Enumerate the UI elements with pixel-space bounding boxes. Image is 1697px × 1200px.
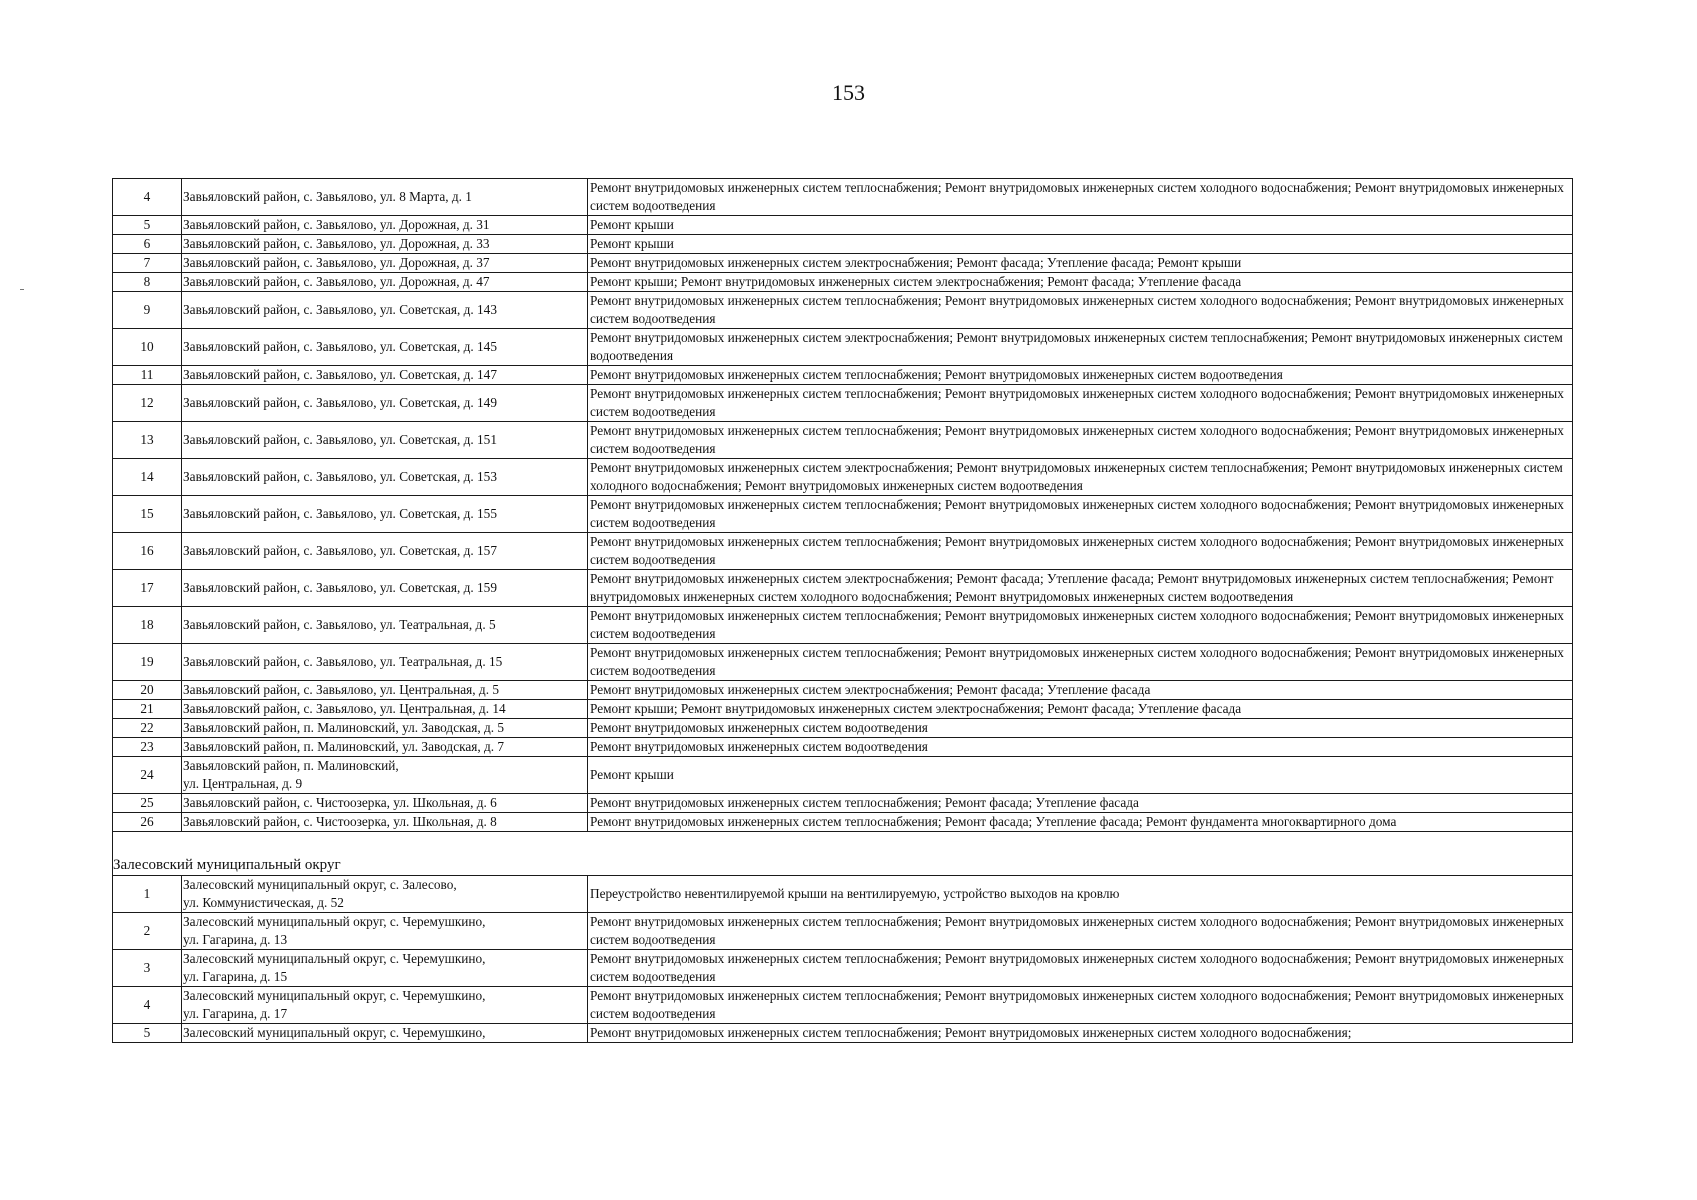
table-row — [113, 757, 1573, 794]
works-cell: Ремонт внутридомовых инженерных систем теплоснабжения; Ремонт внутридомовых инженерных систем холодного водоснабжения; Ремонт внутридомовых инженерных систем водоотведения — [588, 950, 1573, 987]
table-row — [113, 422, 1573, 459]
repair-schedule-table — [112, 178, 1573, 1043]
works-cell: Ремонт внутридомовых инженерных систем теплоснабжения; Ремонт внутридомовых инженерных систем холодного водоснабжения; Ремонт внутридомовых инженерных систем водоотведения — [588, 644, 1573, 681]
address-cell: Завьяловский район, п. Малиновский, ул. Заводская, д. 5 — [182, 719, 588, 738]
table-row — [113, 1024, 1573, 1043]
row-number: 22 — [113, 719, 182, 738]
section-title: Залесовский муниципальный округ — [113, 832, 1573, 876]
address-cell — [182, 987, 588, 1024]
address-line: ул. Коммунистическая, д. 52 — [183, 895, 344, 910]
row-number: 2 — [113, 913, 182, 950]
works-cell: Ремонт внутридомовых инженерных систем электроснабжения; Ремонт внутридомовых инженерных систем теплоснабжения; Ремонт внутридомовых инженерных систем холодного водоснабжения; Ремонт внутридомовых инженерных систем водоотведения — [588, 459, 1573, 496]
works-cell: Ремонт крыши; Ремонт внутридомовых инженерных систем электроснабжения; Ремонт фасада; Утепление фасада — [588, 273, 1573, 292]
table-row — [113, 496, 1573, 533]
row-number: 20 — [113, 681, 182, 700]
table-row — [113, 681, 1573, 700]
address-cell: Завьяловский район, с. Завьялово, ул. Советская, д. 143 — [182, 292, 588, 329]
table-row — [113, 179, 1573, 216]
address-cell: Завьяловский район, с. Завьялово, ул. Центральная, д. 5 — [182, 681, 588, 700]
table-row — [113, 950, 1573, 987]
works-cell: Ремонт внутридомовых инженерных систем электроснабжения; Ремонт фасада; Утепление фасада; Ремонт внутридомовых инженерных систем теплоснабжения; Ремонт внутридомовых инженерных систем холодного водоснабжения; Ремонт внутридомовых инженерных систем водоотведения — [588, 570, 1573, 607]
address-cell: Завьяловский район, с. Завьялово, ул. Советская, д. 147 — [182, 366, 588, 385]
row-number: 1 — [113, 876, 182, 913]
works-cell: Ремонт внутридомовых инженерных систем водоотведения — [588, 738, 1573, 757]
row-number: 15 — [113, 496, 182, 533]
address-cell: Завьяловский район, с. Завьялово, ул. Дорожная, д. 31 — [182, 216, 588, 235]
address-cell — [182, 950, 588, 987]
address-cell — [182, 757, 588, 794]
works-cell: Ремонт крыши — [588, 757, 1573, 794]
page-number: 153 — [832, 80, 865, 105]
works-cell: Ремонт крыши; Ремонт внутридомовых инженерных систем электроснабжения; Ремонт фасада; Утепление фасада — [588, 700, 1573, 719]
works-cell: Переустройство невентилируемой крыши на вентилируемую, устройство выходов на кровлю — [588, 876, 1573, 913]
table-row — [113, 254, 1573, 273]
works-cell: Ремонт крыши — [588, 216, 1573, 235]
address-line: ул. Гагарина, д. 17 — [183, 1006, 288, 1021]
table-row — [113, 216, 1573, 235]
address-cell: Завьяловский район, с. Завьялово, ул. Дорожная, д. 37 — [182, 254, 588, 273]
row-number: 7 — [113, 254, 182, 273]
address-cell: Завьяловский район, с. Завьялово, ул. Советская, д. 159 — [182, 570, 588, 607]
works-cell: Ремонт внутридомовых инженерных систем теплоснабжения; Ремонт фасада; Утепление фасада; Ремонт фундамента многоквартирного дома — [588, 813, 1573, 832]
works-cell: Ремонт внутридомовых инженерных систем электроснабжения; Ремонт фасада; Утепление фасада — [588, 681, 1573, 700]
row-number: 4 — [113, 987, 182, 1024]
table-row — [113, 366, 1573, 385]
address-line: ул. Гагарина, д. 13 — [183, 932, 288, 947]
table-row — [113, 385, 1573, 422]
row-number: 4 — [113, 179, 182, 216]
row-number: 11 — [113, 366, 182, 385]
table-row — [113, 273, 1573, 292]
works-cell: Ремонт внутридомовых инженерных систем теплоснабжения; Ремонт внутридомовых инженерных систем холодного водоснабжения; Ремонт внутридомовых инженерных систем водоотведения — [588, 496, 1573, 533]
works-cell: Ремонт внутридомовых инженерных систем теплоснабжения; Ремонт внутридомовых инженерных систем водоотведения — [588, 366, 1573, 385]
table-row — [113, 700, 1573, 719]
works-cell: Ремонт внутридомовых инженерных систем теплоснабжения; Ремонт внутридомовых инженерных систем холодного водоснабжения; Ремонт внутридомовых инженерных систем водоотведения — [588, 607, 1573, 644]
row-number: 18 — [113, 607, 182, 644]
row-number: 9 — [113, 292, 182, 329]
address-cell: Завьяловский район, с. Чистоозерка, ул. Школьная, д. 8 — [182, 813, 588, 832]
works-cell: Ремонт внутридомовых инженерных систем теплоснабжения; Ремонт внутридомовых инженерных систем холодного водоснабжения; Ремонт внутридомовых инженерных систем водоотведения — [588, 422, 1573, 459]
works-cell: Ремонт внутридомовых инженерных систем электроснабжения; Ремонт фасада; Утепление фасада; Ремонт крыши — [588, 254, 1573, 273]
row-number: 8 — [113, 273, 182, 292]
table-row — [113, 876, 1573, 913]
address-cell: Завьяловский район, с. Завьялово, ул. Дорожная, д. 47 — [182, 273, 588, 292]
address-cell: Залесовский муниципальный округ, с. Черемушкино, — [182, 1024, 588, 1043]
works-cell: Ремонт внутридомовых инженерных систем теплоснабжения; Ремонт внутридомовых инженерных систем холодного водоснабжения; Ремонт внутридомовых инженерных систем водоотведения — [588, 913, 1573, 950]
table-row — [113, 459, 1573, 496]
row-number: 5 — [113, 216, 182, 235]
address-cell: Завьяловский район, п. Малиновский, ул. Заводская, д. 7 — [182, 738, 588, 757]
address-line: ул. Гагарина, д. 15 — [183, 969, 288, 984]
address-line: Залесовский муниципальный округ, с. Черемушкино, — [183, 951, 486, 966]
row-number: 6 — [113, 235, 182, 254]
works-cell: Ремонт внутридомовых инженерных систем теплоснабжения; Ремонт внутридомовых инженерных систем холодного водоснабжения; Ремонт внутридомовых инженерных систем водоотведения — [588, 292, 1573, 329]
address-cell — [182, 913, 588, 950]
address-line: ул. Центральная, д. 9 — [183, 776, 303, 791]
address-cell: Завьяловский район, с. Завьялово, ул. Советская, д. 157 — [182, 533, 588, 570]
table-row — [113, 533, 1573, 570]
table-row — [113, 235, 1573, 254]
row-number: 24 — [113, 757, 182, 794]
table-row — [113, 329, 1573, 366]
address-line: Залесовский муниципальный округ, с. Черемушкино, — [183, 914, 486, 929]
works-cell: Ремонт внутридомовых инженерных систем теплоснабжения; Ремонт внутридомовых инженерных систем холодного водоснабжения; — [588, 1024, 1573, 1043]
row-number: 26 — [113, 813, 182, 832]
address-cell: Завьяловский район, с. Завьялово, ул. Театральная, д. 15 — [182, 644, 588, 681]
works-cell: Ремонт внутридомовых инженерных систем теплоснабжения; Ремонт внутридомовых инженерных систем холодного водоснабжения; Ремонт внутридомовых инженерных систем водоотведения — [588, 179, 1573, 216]
address-cell: Завьяловский район, с. Завьялово, ул. Центральная, д. 14 — [182, 700, 588, 719]
table-row — [113, 913, 1573, 950]
row-number: 19 — [113, 644, 182, 681]
works-cell: Ремонт крыши — [588, 235, 1573, 254]
works-cell: Ремонт внутридомовых инженерных систем водоотведения — [588, 719, 1573, 738]
row-number: 12 — [113, 385, 182, 422]
address-cell — [182, 876, 588, 913]
row-number: 10 — [113, 329, 182, 366]
table-row — [113, 719, 1573, 738]
table-row — [113, 813, 1573, 832]
works-cell: Ремонт внутридомовых инженерных систем теплоснабжения; Ремонт внутридомовых инженерных систем холодного водоснабжения; Ремонт внутридомовых инженерных систем водоотведения — [588, 987, 1573, 1024]
table-row — [113, 738, 1573, 757]
address-cell: Завьяловский район, с. Завьялово, ул. Дорожная, д. 33 — [182, 235, 588, 254]
scan-speck — [20, 289, 24, 290]
works-cell: Ремонт внутридомовых инженерных систем теплоснабжения; Ремонт внутридомовых инженерных систем холодного водоснабжения; Ремонт внутридомовых инженерных систем водоотведения — [588, 533, 1573, 570]
address-cell: Завьяловский район, с. Завьялово, ул. Советская, д. 149 — [182, 385, 588, 422]
address-line: Залесовский муниципальный округ, с. Залесово, — [183, 877, 457, 892]
table-row — [113, 607, 1573, 644]
row-number: 3 — [113, 950, 182, 987]
table-row — [113, 570, 1573, 607]
address-cell: Завьяловский район, с. Завьялово, ул. Театральная, д. 5 — [182, 607, 588, 644]
works-cell: Ремонт внутридомовых инженерных систем теплоснабжения; Ремонт внутридомовых инженерных систем холодного водоснабжения; Ремонт внутридомовых инженерных систем водоотведения — [588, 385, 1573, 422]
table-row — [113, 987, 1573, 1024]
works-cell: Ремонт внутридомовых инженерных систем теплоснабжения; Ремонт фасада; Утепление фасада — [588, 794, 1573, 813]
row-number: 21 — [113, 700, 182, 719]
works-cell: Ремонт внутридомовых инженерных систем электроснабжения; Ремонт внутридомовых инженерных систем теплоснабжения; Ремонт внутридомовых инженерных систем водоотведения — [588, 329, 1573, 366]
table-row — [113, 794, 1573, 813]
address-cell: Завьяловский район, с. Завьялово, ул. Советская, д. 145 — [182, 329, 588, 366]
address-cell: Завьяловский район, с. Завьялово, ул. 8 Марта, д. 1 — [182, 179, 588, 216]
row-number: 14 — [113, 459, 182, 496]
row-number: 17 — [113, 570, 182, 607]
address-cell: Завьяловский район, с. Чистоозерка, ул. Школьная, д. 6 — [182, 794, 588, 813]
table-row — [113, 644, 1573, 681]
row-number: 16 — [113, 533, 182, 570]
address-cell: Завьяловский район, с. Завьялово, ул. Советская, д. 153 — [182, 459, 588, 496]
address-cell: Завьяловский район, с. Завьялово, ул. Советская, д. 155 — [182, 496, 588, 533]
address-line: Залесовский муниципальный округ, с. Черемушкино, — [183, 988, 486, 1003]
address-line: Завьяловский район, п. Малиновский, — [183, 758, 399, 773]
table-row — [113, 292, 1573, 329]
row-number: 23 — [113, 738, 182, 757]
address-cell: Завьяловский район, с. Завьялово, ул. Советская, д. 151 — [182, 422, 588, 459]
row-number: 13 — [113, 422, 182, 459]
section-header-row — [113, 832, 1573, 876]
row-number: 5 — [113, 1024, 182, 1043]
row-number: 25 — [113, 794, 182, 813]
